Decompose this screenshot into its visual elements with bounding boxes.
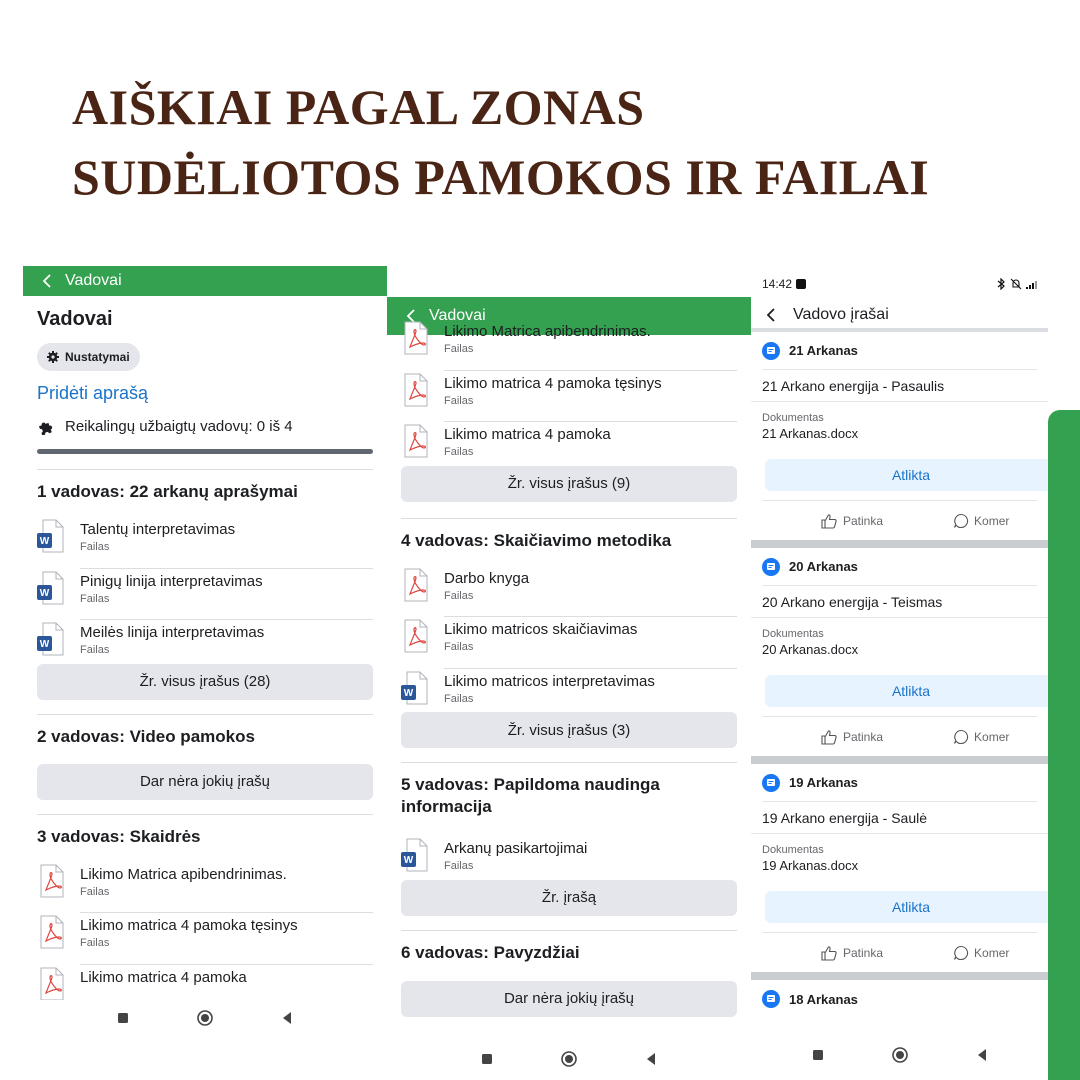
back-arrow-icon[interactable] xyxy=(765,308,779,322)
file-list xyxy=(401,319,737,474)
pdf-icon xyxy=(37,915,67,949)
file-type: Failas xyxy=(444,641,474,653)
file-type: Failas xyxy=(80,541,110,553)
pdf-icon xyxy=(401,373,431,407)
post-separator xyxy=(751,540,1048,548)
svg-text:W: W xyxy=(39,536,50,547)
like-label: Patinka xyxy=(843,945,884,960)
file-type: Failas xyxy=(444,446,474,458)
file-row[interactable] xyxy=(401,371,737,423)
svg-text:W: W xyxy=(39,587,50,599)
home-circle-icon[interactable] xyxy=(892,1047,908,1063)
home-circle-icon[interactable] xyxy=(197,1010,213,1026)
file-row[interactable] xyxy=(37,620,373,672)
bluetooth-icon xyxy=(995,278,1007,290)
section-title: 6 vadovas: Pavyzdžiai xyxy=(401,942,580,962)
file-type: Failas xyxy=(80,592,110,605)
post-actions xyxy=(762,932,1037,972)
post-title: 21 Arkanas xyxy=(789,343,858,358)
document-label: Dokumentas xyxy=(762,412,824,424)
divider xyxy=(37,714,373,715)
divider xyxy=(37,469,373,470)
section-title: 1 vadovas: 22 arkanų aprašymai xyxy=(37,482,298,501)
mark-done-button[interactable]: Atlikta xyxy=(765,891,1048,923)
app-bar-title: Vadovai xyxy=(429,307,486,324)
file-row[interactable] xyxy=(37,862,373,914)
post-title: 19 Arkanas xyxy=(789,775,858,790)
section-title xyxy=(401,774,737,818)
signal-icon xyxy=(1025,278,1037,290)
comment-label: Komer xyxy=(974,513,1010,528)
post-badge-icon xyxy=(762,558,780,576)
back-triangle-icon[interactable] xyxy=(974,1047,990,1063)
file-name: Likimo matricos interpretavimas xyxy=(444,672,655,690)
view-all-entries-button[interactable]: Žr. visus įrašus (28) xyxy=(37,664,373,700)
file-name: Talentų interpretavimas xyxy=(80,521,236,538)
post-header[interactable] xyxy=(762,332,1037,370)
comment-bubble-icon xyxy=(953,945,969,961)
comment-button[interactable] xyxy=(953,945,1009,961)
file-row[interactable] xyxy=(37,569,373,621)
post-separator xyxy=(751,972,1048,980)
recents-square-icon[interactable] xyxy=(479,1051,495,1067)
post-actions xyxy=(762,716,1037,756)
section-title-line-1: 5 vadovas: Papildoma naudinga xyxy=(401,775,660,794)
back-arrow-icon[interactable] xyxy=(37,270,59,292)
app-bar-title: Vadovai xyxy=(65,272,122,289)
add-description-link[interactable]: Pridėti aprašą xyxy=(37,383,149,403)
file-name: Meilės linija interpretavimas xyxy=(80,624,265,641)
thumbs-up-icon xyxy=(821,513,837,529)
view-all-entries-button[interactable]: Žr. visus įrašus (3) xyxy=(401,712,737,748)
file-list xyxy=(37,862,373,1017)
system-navbar xyxy=(23,1010,387,1026)
post-header[interactable] xyxy=(762,764,1037,802)
completion-progress-bar xyxy=(37,449,373,454)
document-name[interactable]: 19 Arkanas.docx xyxy=(762,858,859,873)
post-card-partial xyxy=(751,980,1048,1018)
file-row[interactable] xyxy=(401,319,737,371)
file-type: Failas xyxy=(80,644,110,656)
post-body: 21 Arkano energija - Pasaulis xyxy=(751,370,1048,402)
post-header[interactable] xyxy=(762,980,1037,1018)
mute-bell-icon xyxy=(1010,278,1022,290)
view-all-entries-button[interactable]: Žr. visus įrašus (9) xyxy=(401,466,737,502)
file-list xyxy=(37,517,373,672)
word-doc-icon xyxy=(401,671,431,705)
file-name: Likimo matrica 4 pamoka xyxy=(444,426,611,443)
comment-bubble-icon xyxy=(953,729,969,745)
file-type: Failas xyxy=(444,692,474,705)
post-header[interactable] xyxy=(762,548,1037,586)
section-title: 3 vadovas: Skaidrės xyxy=(37,826,201,846)
file-type: Failas xyxy=(80,885,110,898)
svg-text:W: W xyxy=(39,639,50,650)
section-title-line-2: informacija xyxy=(401,797,492,816)
divider xyxy=(401,762,737,763)
thumbs-up-icon xyxy=(821,945,837,961)
file-name: Likimo Matrica apibendrinimas. xyxy=(444,323,651,340)
post-title: 18 Arkanas xyxy=(789,991,858,1007)
thumbs-up-icon xyxy=(821,729,837,745)
file-name: Arkanų pasikartojimai xyxy=(444,840,588,857)
post-title: 20 Arkanas xyxy=(789,559,858,574)
settings-button[interactable] xyxy=(37,343,140,371)
file-row[interactable] xyxy=(401,669,737,721)
settings-label: Nustatymai xyxy=(65,350,130,364)
back-triangle-icon[interactable] xyxy=(643,1051,659,1067)
page-title: Vadovai xyxy=(37,308,113,330)
post-badge-icon xyxy=(762,774,780,792)
file-type: Failas xyxy=(80,937,110,949)
section-title: 4 vadovas: Skaičiavimo metodika xyxy=(401,530,672,550)
file-row[interactable] xyxy=(401,566,737,618)
post-body: 19 Arkano energija - Saulė xyxy=(751,802,1048,834)
like-button[interactable] xyxy=(821,945,883,961)
gear-icon xyxy=(47,351,59,363)
word-doc-icon xyxy=(37,519,67,553)
post-separator xyxy=(751,756,1048,764)
file-row[interactable] xyxy=(401,617,737,669)
comment-label: Komer xyxy=(974,729,1010,744)
file-name: Likimo matrica 4 pamoka xyxy=(80,968,247,986)
svg-text:W: W xyxy=(403,855,414,866)
headline xyxy=(72,72,929,212)
screenshot-panel-1 xyxy=(23,266,387,1080)
required-guides-text: Reikalingų užbaigtų vadovų: 0 iš 4 xyxy=(65,417,293,435)
mark-done-button[interactable]: Atlikta xyxy=(765,675,1048,707)
file-row[interactable] xyxy=(37,517,373,569)
required-guides-status xyxy=(37,417,373,435)
document-name[interactable]: 21 Arkanas.docx xyxy=(762,426,859,441)
file-name: Likimo matrica 4 pamoka tęsinys xyxy=(444,374,662,392)
app-bar-title: Vadovo įrašai xyxy=(793,306,889,323)
divider xyxy=(37,814,373,815)
post-actions xyxy=(762,500,1037,540)
comment-label: Komer xyxy=(974,945,1010,960)
file-list xyxy=(401,566,737,721)
file-row[interactable] xyxy=(37,913,373,965)
headline-line-2: SUDĖLIOTOS PAMOKOS IR FAILAI xyxy=(72,149,930,205)
status-time: 14:42 xyxy=(762,277,793,291)
svg-text:W: W xyxy=(403,687,414,699)
like-button[interactable] xyxy=(821,513,883,529)
post-body: 20 Arkano energija - Teismas xyxy=(751,586,1048,618)
file-type: Failas xyxy=(444,860,474,872)
document-label: Dokumentas xyxy=(762,628,824,640)
back-triangle-icon[interactable] xyxy=(279,1010,295,1026)
recents-square-icon[interactable] xyxy=(115,1010,131,1026)
post-card xyxy=(751,332,1048,548)
notification-icon xyxy=(796,279,806,289)
file-row[interactable] xyxy=(401,422,737,474)
app-bar xyxy=(23,266,387,296)
like-label: Patinka xyxy=(843,513,884,528)
comment-button[interactable] xyxy=(953,729,1009,745)
comment-bubble-icon xyxy=(953,513,969,529)
pdf-icon xyxy=(37,967,67,1001)
file-list xyxy=(401,836,737,888)
screenshot-panel-2 xyxy=(387,297,751,1080)
recents-square-icon[interactable] xyxy=(810,1047,826,1063)
no-entries-button[interactable]: Dar nėra jokių įrašų xyxy=(37,764,373,800)
mark-done-button[interactable]: Atlikta xyxy=(765,459,1048,491)
puzzle-icon xyxy=(37,417,55,435)
system-navbar xyxy=(751,1047,1048,1063)
post-card xyxy=(751,764,1048,980)
document-label: Dokumentas xyxy=(762,844,824,856)
file-row[interactable] xyxy=(401,836,737,888)
view-entry-button[interactable]: Žr. įrašą xyxy=(401,880,737,916)
file-name: Likimo matrica 4 pamoka tęsinys xyxy=(80,917,298,934)
post-card xyxy=(751,548,1048,764)
headline-line-1: AIŠKIAI PAGAL ZONAS xyxy=(72,79,645,135)
screenshot-panel-3 xyxy=(751,266,1048,1080)
file-name: Darbo knyga xyxy=(444,569,530,587)
like-button[interactable] xyxy=(821,729,883,745)
system-navbar xyxy=(387,1051,751,1067)
word-doc-icon xyxy=(37,571,67,605)
decorative-green-stripe xyxy=(1048,410,1080,1080)
pdf-icon xyxy=(401,424,431,458)
file-type: Failas xyxy=(444,343,474,355)
like-label: Patinka xyxy=(843,729,884,744)
file-type: Failas xyxy=(444,394,474,407)
pdf-icon xyxy=(37,864,67,898)
file-type: Failas xyxy=(444,589,474,602)
section-title: 2 vadovas: Video pamokos xyxy=(37,726,255,746)
file-name: Likimo matricos skaičiavimas xyxy=(444,621,638,638)
word-doc-icon xyxy=(37,622,67,656)
status-bar xyxy=(751,266,1048,302)
post-badge-icon xyxy=(762,990,780,1008)
divider xyxy=(401,518,737,519)
app-bar xyxy=(751,302,1048,332)
document-name[interactable]: 20 Arkanas.docx xyxy=(762,642,859,657)
file-name: Likimo Matrica apibendrinimas. xyxy=(80,865,287,883)
pdf-icon xyxy=(401,619,431,653)
file-name: Pinigų linija interpretavimas xyxy=(80,572,263,590)
pdf-icon xyxy=(401,321,431,355)
comment-button[interactable] xyxy=(953,513,1009,529)
post-badge-icon xyxy=(762,342,780,360)
divider xyxy=(401,930,737,931)
word-doc-icon xyxy=(401,838,431,872)
home-circle-icon[interactable] xyxy=(561,1051,577,1067)
no-entries-button[interactable]: Dar nėra jokių įrašų xyxy=(401,981,737,1017)
pdf-icon xyxy=(401,568,431,602)
